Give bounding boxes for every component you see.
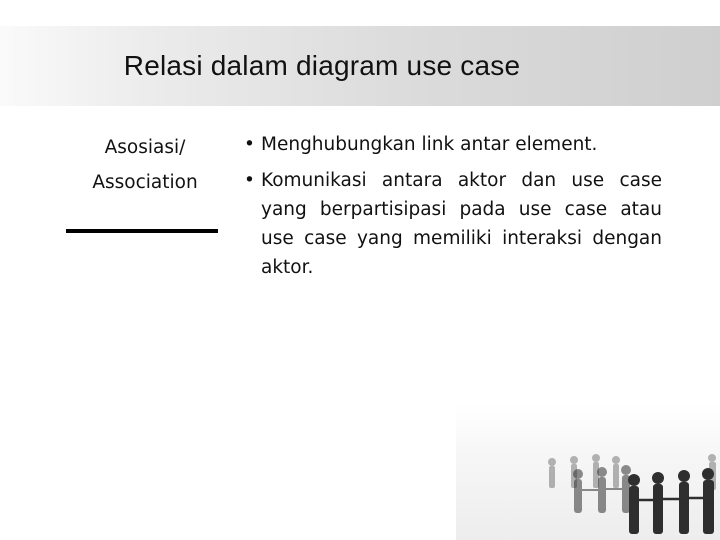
slide-title-text: Relasi dalam diagram use case (123, 50, 521, 81)
bullet-item (244, 130, 662, 159)
people-silhouette-image (456, 404, 720, 540)
association-line-symbol (66, 229, 218, 233)
bullet-text: Menghubungkan link antar element. (261, 134, 598, 155)
bullet-marker: • (244, 134, 255, 155)
bullet-list (244, 130, 662, 289)
term-line-1: Asosiasi/ (104, 137, 186, 158)
slide-title (0, 26, 720, 106)
relation-term (60, 130, 230, 200)
bullet-text: Komunikasi antara aktor dan use case yang berpartisipasi pada use case atau use case yang memiliki interaksi dengan aktor. (261, 170, 662, 278)
bullet-marker: • (244, 170, 255, 191)
term-line-2: Association (92, 172, 198, 193)
bullet-item (244, 166, 662, 282)
